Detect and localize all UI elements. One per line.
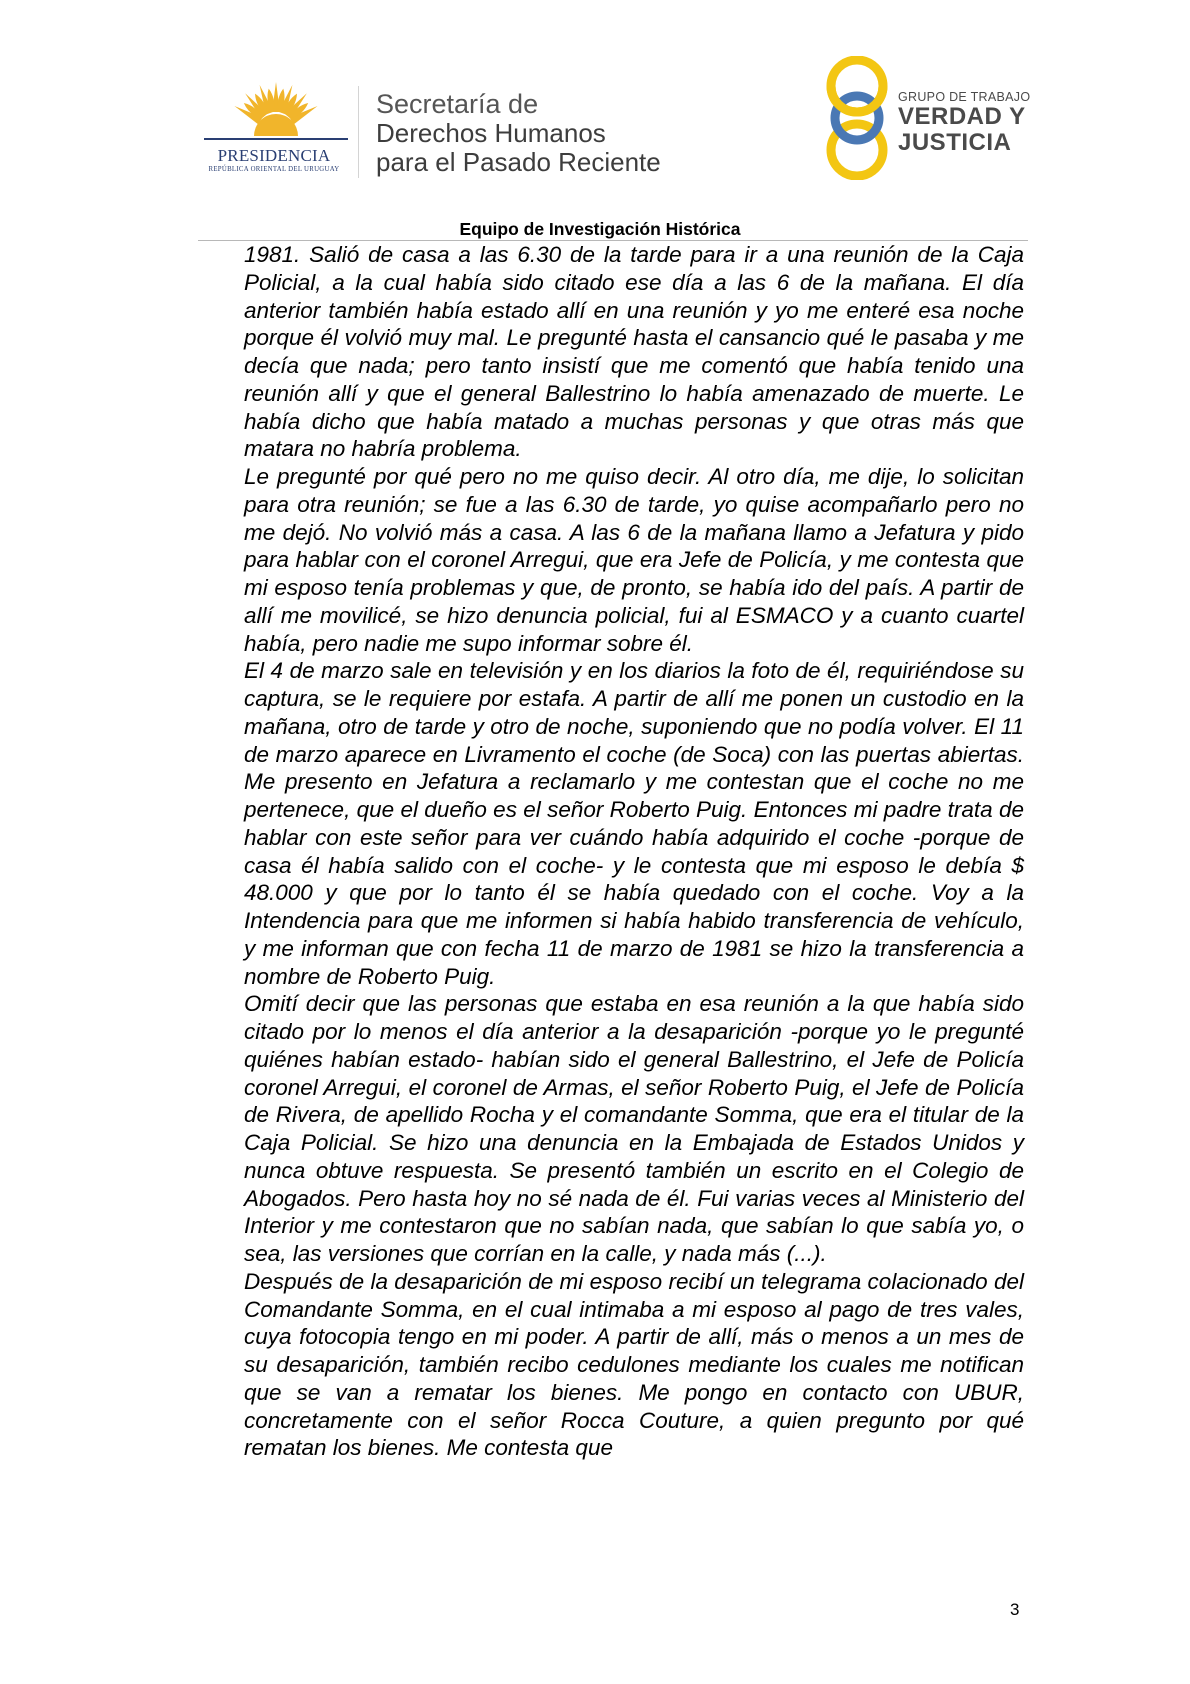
page-number: 3: [1010, 1600, 1020, 1619]
verdad-justicia-wordmark: [898, 90, 1030, 156]
document-body: [244, 241, 1024, 1462]
grupo-line2: VERDAD Y: [898, 103, 1026, 130]
team-heading: Equipo de Investigación Histórica: [459, 219, 741, 239]
grupo-line1: GRUPO DE TRABAJO: [898, 90, 1031, 104]
secretaria-wordmark: [376, 90, 661, 177]
secretaria-line3: para el Pasado Reciente: [376, 147, 661, 177]
grupo-line3: JUSTICIA: [898, 129, 1012, 156]
paragraph: Le pregunté por qué pero no me quiso decir. Al otro día, me dije, lo solicitan para otra reunión; se fue a las 6.30 de tarde, yo quise acompañarlo pero no me dejó. No volvió más a casa. A las 6 de la mañana llamo a Jefatura y pido para hablar con el coronel Arregui, que era Jefe de Policía, y me contesta que mi esposo tenía problemas y que, de pronto, se había ido del país. A partir de allí me movilicé, se hizo denuncia policial, fui al ESMACO y a cuanto cuartel había, pero nadie me supo informar sobre él.: [244, 464, 1024, 656]
secretaria-line2: Derechos Humanos: [376, 118, 606, 148]
header-divider: [358, 86, 359, 178]
paragraph: Después de la desaparición de mi esposo recibí un telegrama colacionado del Comandante Somma, en el cual intimaba a mi esposo al pago de tres vales, cuya fotocopia tengo en mi poder. A partir de allí, más o menos a un mes de su desaparición, también recibo cedulones mediante los cuales me notifican que se van a rematar los bienes. Me pongo en contacto con UBUR, concretamente con el señor Rocca Couture, a quien pregunto por qué rematan los bienes. Me contesta que: [244, 1268, 1024, 1461]
paragraph: 1981. Salió de casa a las 6.30 de la tarde para ir a una reunión de la Caja Policial, a la cual había sido citado ese día a las 6 de la mañana. El día anterior también había estado allí en una reunión y yo me enteré esa noche porque él volvió muy mal. Le pregunté hasta el cansancio qué le pasaba y me decía que nada; pero tanto insistí que me comentó que había tenido una reunión allí y que el general Ballestrino lo había amenazado de muerte. Le había dicho que había matado a muchas personas y que otras más que matara no habría problema.: [244, 242, 1024, 462]
verdad-justicia-rings-logo: [820, 56, 894, 180]
paragraph: Omití decir que las personas que estaba en esa reunión a la que había sido citado por lo menos el día anterior a la desaparición -porque yo le pregunté quiénes habían estado- habían sido el general Ballestrino, el Jefe de Policía coronel Arregui, el coronel de Armas, el señor Roberto Puig, el Jefe de Policía de Rivera, de apellido Rocha y el comandante Somma, que era el titular de la Caja Policial. Se hizo una denuncia en la Embajada de Estados Unidos y nunca obtuve respuesta. Se presentó también un escrito en el Colegio de Abogados. Pero hasta hoy no sé nada de él. Fui varias veces al Ministerio del Interior y me contestaron que no sabían nada, que sabían lo que sabía yo, o sea, las versiones que corrían en la calle, y nada más (...).: [244, 991, 1024, 1266]
secretaria-line1: Secretaría de: [376, 89, 539, 119]
presidencia-subtitle: REPÚBLICA ORIENTAL DEL URUGUAY: [208, 166, 340, 173]
paragraph: El 4 de marzo sale en televisión y en los diarios la foto de él, requiriéndose su captura, se le requiere por estafa. A partir de allí me ponen un custodio en la mañana, otro de tarde y otro de noche, suponiendo que no podía volver. El 11 de marzo aparece en Livramento el coche (de Soca) con las puertas abiertas. Me presento en Jefatura a reclamarlo y me contestan que el coche no me pertenece, que el dueño es el señor Roberto Puig. Entonces mi padre trata de hablar con este señor para ver cuándo había adquirido el coche -porque de casa él había salido con el coche- y le contesta que mi esposo le debía $ 48.000 y que por lo tanto él se había quedado con el coche. Voy a la Intendencia para que me informen si había habido transferencia de vehículo, y me informan que con fecha 11 de marzo de 1981 se hizo la transferencia a nombre de Roberto Puig.: [244, 658, 1024, 989]
presidencia-wordmark: PRESIDENCIA: [217, 146, 331, 165]
